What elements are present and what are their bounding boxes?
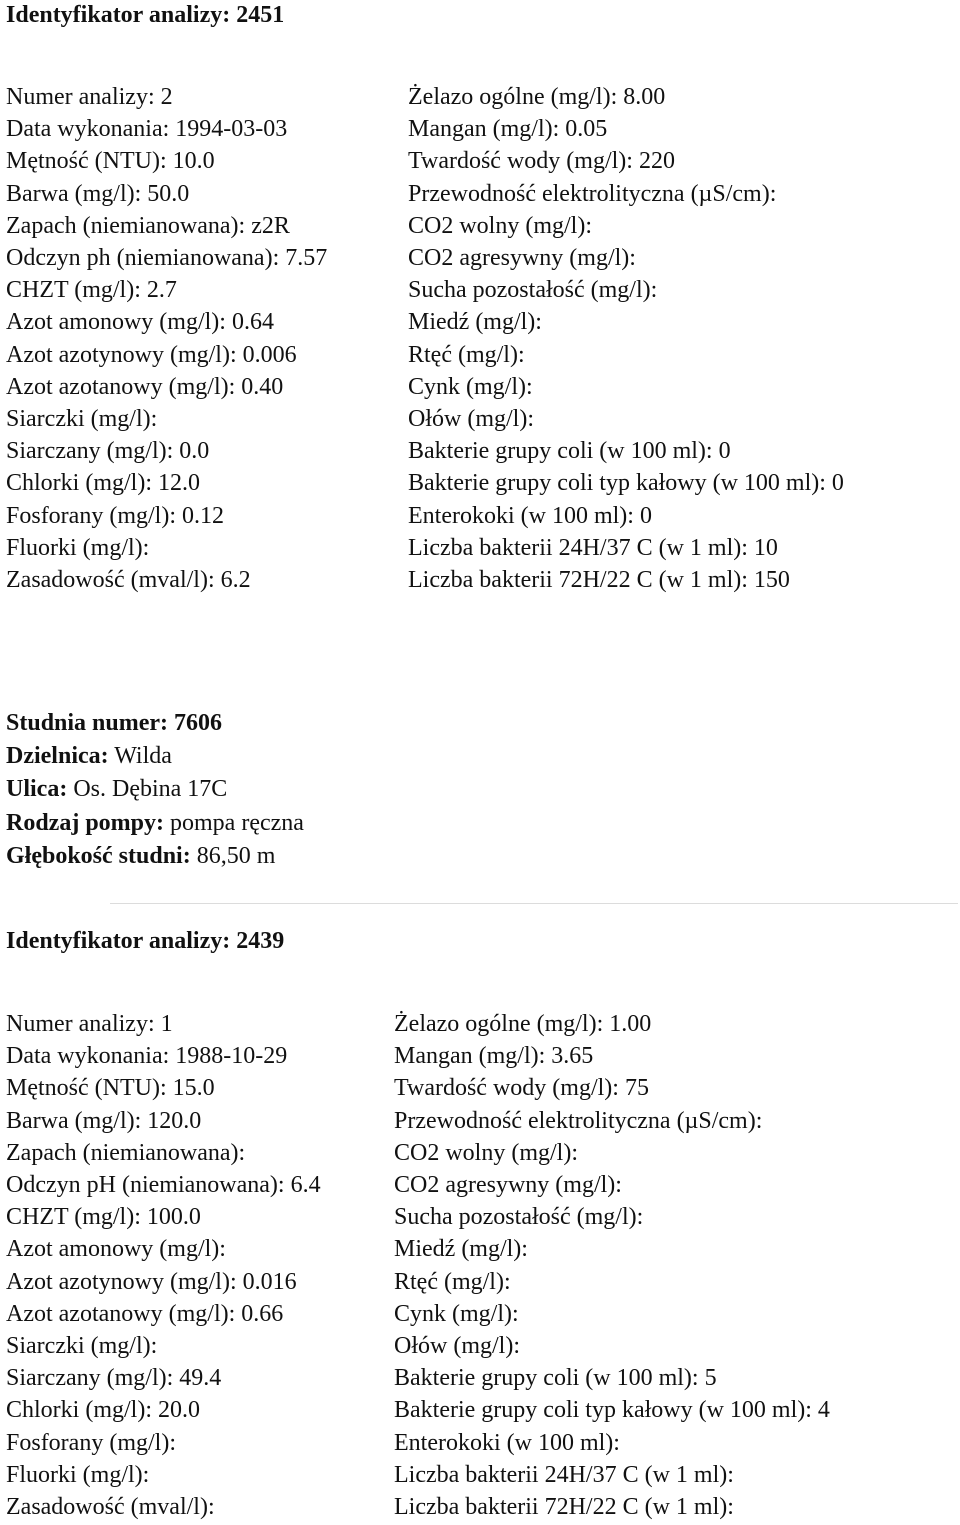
measurement-line: Przewodność elektrolityczna (µS/cm):: [408, 180, 777, 207]
analysis-title: Identyfikator analizy: 2451: [6, 2, 285, 28]
measurement-line: Odczyn ph (niemianowana): 7.57: [6, 245, 328, 271]
measurement-line: Liczba bakterii 72H/22 C (w 1 ml): 150: [408, 567, 790, 593]
well-number: [6, 710, 222, 737]
well-district-value: Wilda: [114, 743, 172, 769]
measurement-line: Ołów (mg/l):: [408, 406, 534, 432]
measurement-line: Cynk (mg/l):: [394, 1300, 519, 1327]
measurement-line: Azot amonowy (mg/l): 0.64: [6, 309, 274, 336]
measurement-line: Azot azotanowy (mg/l): 0.40: [6, 373, 284, 400]
measurement-line: Siarczany (mg/l): 0.0: [6, 438, 210, 465]
well-district-label: Dzielnica:: [6, 743, 109, 769]
measurement-line: Barwa (mg/l): 50.0: [6, 180, 190, 207]
measurement-line: Siarczki (mg/l):: [6, 406, 158, 432]
measurement-line: Żelazo ogólne (mg/l): 1.00: [394, 1011, 652, 1037]
measurement-line: Sucha pozostałość (mg/l):: [408, 277, 658, 304]
measurement-line: Azot azotynowy (mg/l): 0.006: [6, 341, 297, 368]
measurement-line: Data wykonania: 1994-03-03: [6, 116, 288, 143]
measurement-line: Twardość wody (mg/l): 220: [408, 148, 675, 175]
measurement-line: Cynk (mg/l):: [408, 373, 533, 400]
measurement-line: Ołów (mg/l):: [394, 1333, 520, 1359]
measurement-line: Rtęć (mg/l):: [408, 341, 525, 368]
measurement-line: Zasadowość (mval/l):: [6, 1494, 215, 1520]
measurement-line: Żelazo ogólne (mg/l): 8.00: [408, 84, 666, 110]
measurement-line: Mętność (NTU): 10.0: [6, 148, 215, 175]
measurement-line: Fosforany (mg/l):: [6, 1429, 176, 1456]
well-number-value: 7606: [174, 710, 223, 736]
measurement-line: Zasadowość (mval/l): 6.2: [6, 567, 251, 593]
well-pump-label: Rodzaj pompy:: [6, 810, 165, 836]
measurement-line: Enterokoki (w 100 ml): 0: [408, 502, 652, 529]
measurement-line: Zapach (niemianowana): z2R: [6, 212, 290, 239]
measurement-line: Enterokoki (w 100 ml):: [394, 1429, 620, 1456]
measurement-line: Mangan (mg/l): 3.65: [394, 1043, 594, 1070]
measurement-line: Azot azotanowy (mg/l): 0.66: [6, 1300, 284, 1327]
measurement-line: Azot amonowy (mg/l):: [6, 1236, 226, 1263]
measurement-line: Siarczany (mg/l): 49.4: [6, 1365, 222, 1392]
measurement-line: Zapach (niemianowana):: [6, 1139, 246, 1166]
measurement-line: CHZT (mg/l): 2.7: [6, 277, 177, 304]
measurement-line: Rtęć (mg/l):: [394, 1268, 511, 1295]
measurement-line: Liczba bakterii 24H/37 C (w 1 ml):: [394, 1461, 734, 1488]
measurement-line: Odczyn pH (niemianowana): 6.4: [6, 1172, 321, 1198]
measurement-line: Bakterie grupy coli (w 100 ml): 0: [408, 438, 731, 465]
measurement-line: Mętność (NTU): 15.0: [6, 1075, 215, 1102]
analysis-title: Identyfikator analizy: 2439: [6, 928, 285, 954]
measurement-line: Sucha pozostałość (mg/l):: [394, 1204, 644, 1231]
measurement-line: Azot azotynowy (mg/l): 0.016: [6, 1268, 297, 1295]
well-depth-label: Głębokość studni:: [6, 843, 191, 869]
measurement-line: Miedź (mg/l):: [408, 309, 542, 336]
measurement-line: CO2 agresywny (mg/l):: [408, 245, 636, 271]
well-number-label: Studnia numer:: [6, 710, 169, 736]
measurement-line: Bakterie grupy coli typ kałowy (w 100 ml): 0: [408, 470, 844, 497]
well-street-value: Os. Dębina 17C: [73, 776, 228, 802]
measurement-line: Numer analizy: 1: [6, 1011, 173, 1037]
measurement-line: CHZT (mg/l): 100.0: [6, 1204, 201, 1231]
measurement-line: Liczba bakterii 72H/22 C (w 1 ml):: [394, 1494, 734, 1520]
measurement-line: Numer analizy: 2: [6, 84, 173, 110]
well-street-label: Ulica:: [6, 776, 68, 802]
measurement-line: Mangan (mg/l): 0.05: [408, 116, 608, 143]
well-depth-value: 86,50 m: [196, 843, 276, 869]
measurement-line: Miedź (mg/l):: [394, 1236, 528, 1263]
measurement-line: Fluorki (mg/l):: [6, 534, 150, 561]
measurement-line: CO2 wolny (mg/l):: [394, 1139, 578, 1166]
measurement-line: Data wykonania: 1988-10-29: [6, 1043, 288, 1070]
measurement-line: Przewodność elektrolityczna (µS/cm):: [394, 1107, 763, 1134]
measurement-line: Twardość wody (mg/l): 75: [394, 1075, 649, 1102]
well-pump: [6, 810, 304, 837]
measurement-line: Barwa (mg/l): 120.0: [6, 1107, 202, 1134]
measurement-line: Siarczki (mg/l):: [6, 1333, 158, 1359]
measurement-line: CO2 agresywny (mg/l):: [394, 1172, 622, 1198]
measurement-line: Liczba bakterii 24H/37 C (w 1 ml): 10: [408, 534, 778, 561]
measurement-line: Chlorki (mg/l): 20.0: [6, 1397, 200, 1424]
measurement-line: CO2 wolny (mg/l):: [408, 212, 592, 239]
measurement-line: Bakterie grupy coli typ kałowy (w 100 ml): 4: [394, 1397, 830, 1424]
well-district: [6, 743, 172, 770]
measurement-line: Fluorki (mg/l):: [6, 1461, 150, 1488]
well-depth: [6, 843, 275, 870]
measurement-line: Fosforany (mg/l): 0.12: [6, 502, 224, 529]
measurement-line: Bakterie grupy coli (w 100 ml): 5: [394, 1365, 717, 1392]
well-pump-value: pompa ręczna: [170, 810, 304, 836]
section-divider: [110, 903, 958, 904]
measurement-line: Chlorki (mg/l): 12.0: [6, 470, 200, 497]
well-street: [6, 776, 227, 803]
